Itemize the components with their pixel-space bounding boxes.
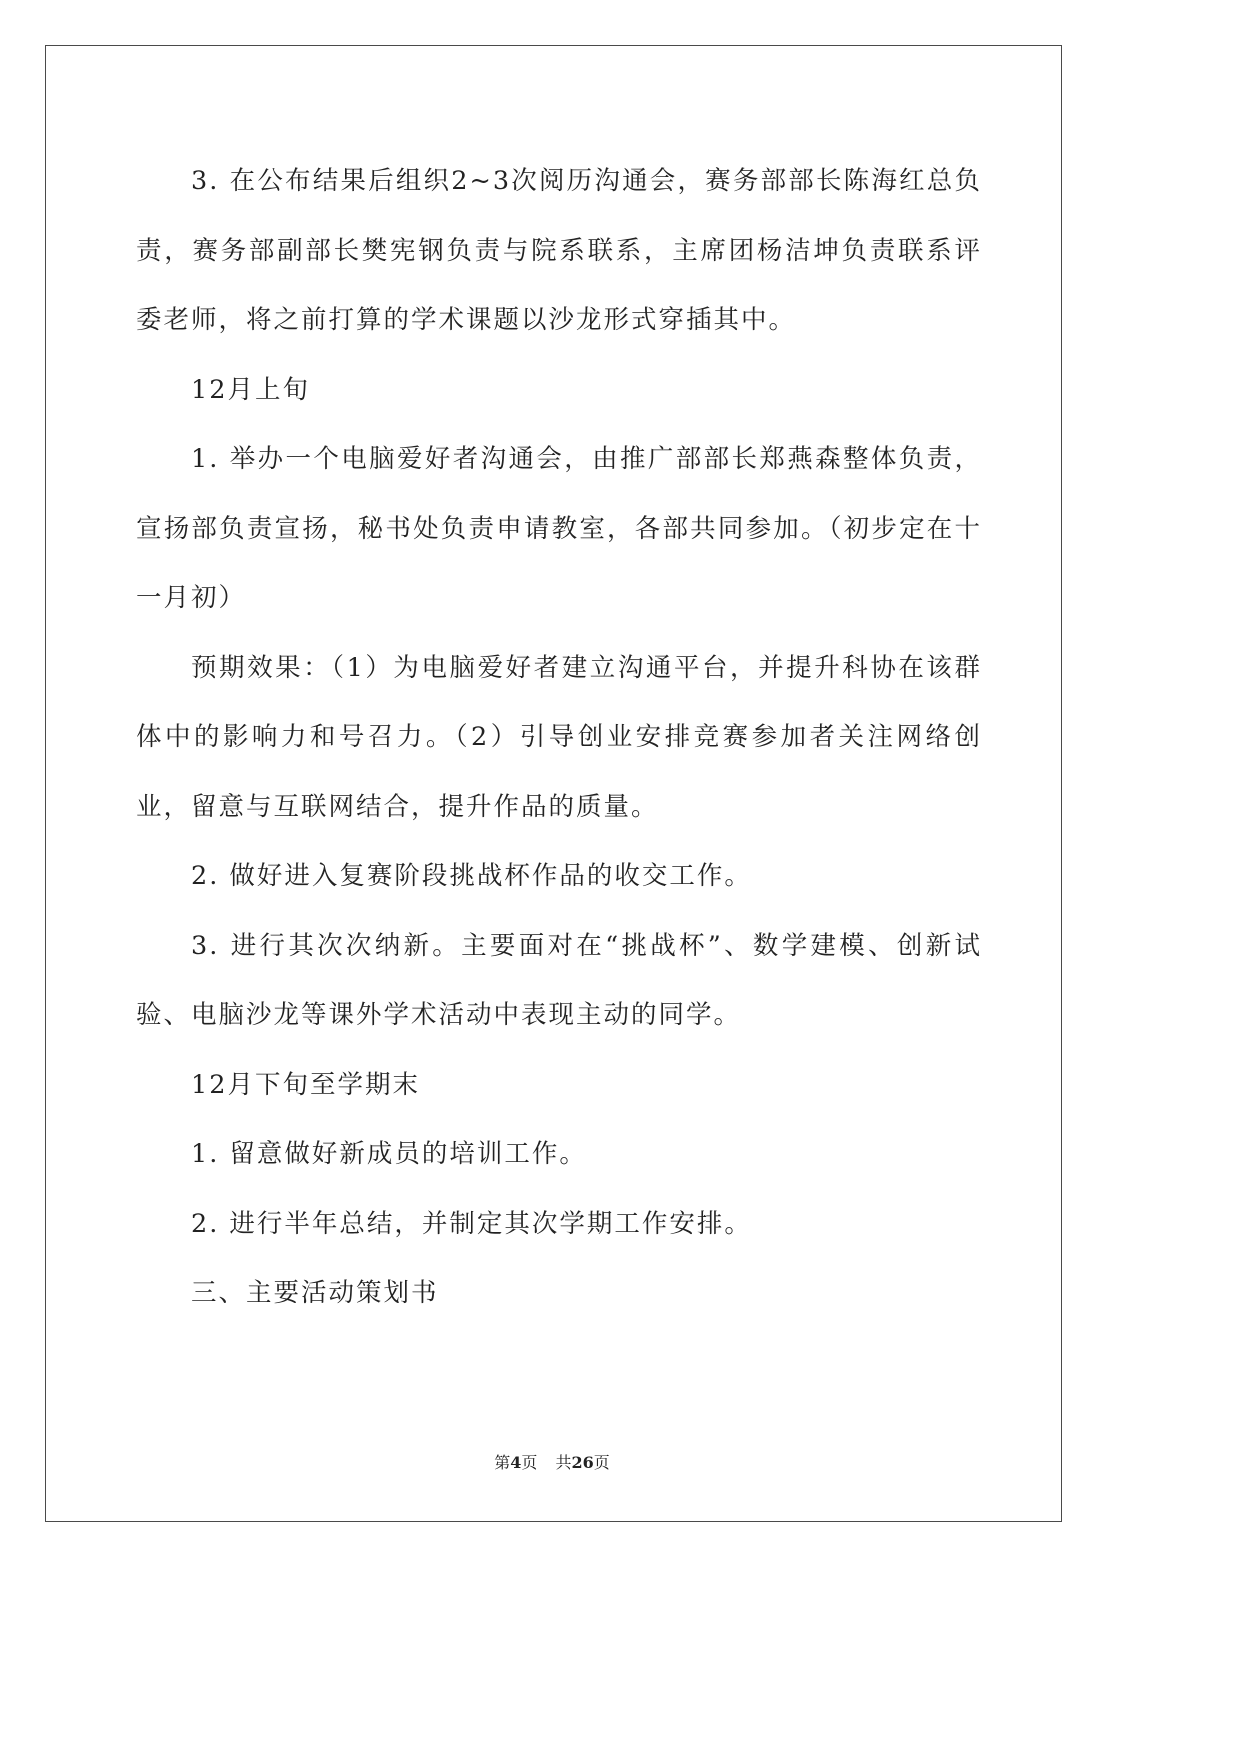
paragraph-expected-effect: 预期效果：（1）为电脑爱好者建立沟通平台，并提升科协在该群体中的影响力和号召力。（2）引导创业安排竞赛参加者关注网络创业，留意与互联网结合，提升作品的质量。 [136, 652, 982, 822]
paragraph-item-1: 1. 举办一个电脑爱好者沟通会，由推广部部长郑燕森整体负责，宣扬部负责宣扬，秘书处负责申请教室，各部共同参加。（初步定在十一月初） [136, 444, 982, 613]
document-body [136, 147, 982, 1329]
section-heading-december-late: 12月下旬至学期末 [191, 1069, 420, 1100]
paragraph-item-3-recruit: 3. 进行其次次纳新。主要面对在“挑战杯”、数学建模、创新试验、电脑沙龙等课外学术活动中表现主动的同学。 [136, 930, 982, 1030]
footer-total-pages: 26 [571, 1453, 594, 1472]
page-footer [0, 1452, 1104, 1474]
section-heading-main-activities: 三、主要活动策划书 [191, 1278, 439, 1308]
footer-page-number: 4 [510, 1453, 522, 1472]
paragraph-item-3: 3. 在公布结果后组织2~3次阅历沟通会，赛务部部长陈海红总负责，赛务部副部长樊宪钢负责与院系联系，主席团杨洁坤负责联系评委老师，将之前打算的学术课题以沙龙形式穿插其中。 [136, 166, 982, 335]
paragraph-item-2-summary: 2. 进行半年总结，并制定其次学期工作安排。 [191, 1208, 752, 1239]
footer-total-suffix: 页 [593, 1453, 610, 1472]
footer-page-prefix: 第 [494, 1453, 511, 1472]
paragraph-item-1-training: 1. 留意做好新成员的培训工作。 [191, 1139, 587, 1169]
footer-page-suffix: 页 [521, 1453, 538, 1472]
section-heading-december-early: 12月上旬 [191, 374, 310, 405]
paragraph-item-2: 2. 做好进入复赛阶段挑战杯作品的收交工作。 [191, 861, 752, 891]
footer-total-prefix: 共 [555, 1453, 572, 1472]
